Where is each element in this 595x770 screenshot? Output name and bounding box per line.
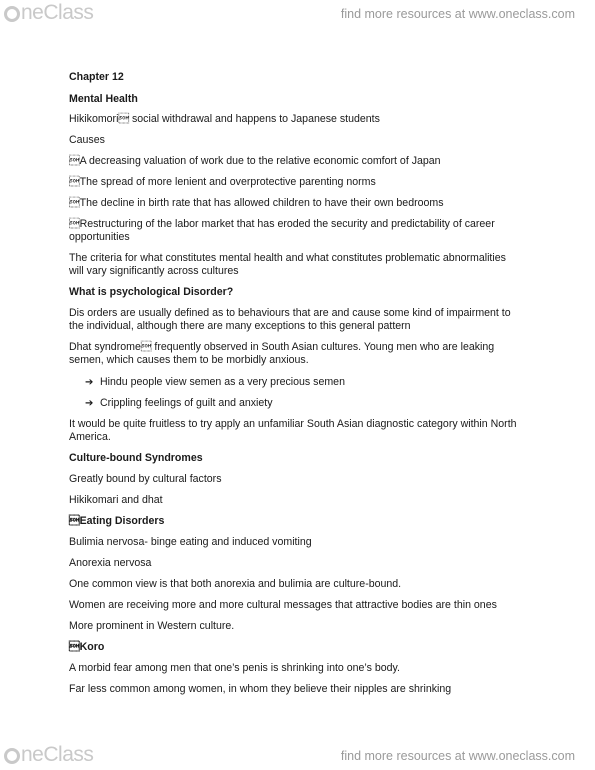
logo-text: neClass — [21, 1, 94, 24]
list-item-text: Crippling feelings of guilt and anxiety — [100, 397, 273, 409]
label-causes: Causes — [69, 134, 105, 146]
logo-text: neClass — [21, 743, 94, 766]
para-women: Women are receiving more and more cultural messages that attractive bodies are thin ones — [69, 599, 497, 611]
right-arrow-icon: ➔ — [85, 398, 94, 409]
para-greatly: Greatly bound by cultural factors — [69, 473, 222, 485]
para-dhat-cont: semen, which causes them to be morbidly anxious. — [69, 354, 309, 366]
para-disorders-cont: the individual, although there are many exceptions to this general pattern — [69, 320, 411, 332]
heading-mental-health: Mental Health — [69, 93, 138, 105]
para-dhat: Dhat syndrome frequently observed in South Asian cultures. Young men who are leaking — [69, 341, 495, 353]
para-common-view: One common view is that both anorexia and bulimia are culture-bound. — [69, 578, 402, 590]
cause-item: The spread of more lenient and overprotective parenting norms — [69, 176, 376, 188]
heading-psych-disorder: What is psychological Disorder? — [69, 286, 234, 298]
oneclass-logo-icon — [4, 748, 20, 764]
para-bulimia: Bulimia nervosa- binge eating and induced vomiting — [69, 536, 312, 548]
oneclass-logo[interactable] — [4, 743, 93, 767]
cause-item: Restructuring of the labor market that has eroded the security and predictability of career — [69, 218, 495, 230]
para-morbid: A morbid fear among men that one’s penis is shrinking into one’s body. — [69, 662, 400, 674]
para-disorders: Dis orders are usually defined as to behaviours that are and cause some kind of impairment to — [69, 307, 511, 319]
para-fruitless-cont: America. — [69, 431, 111, 443]
heading-culture-bound: Culture-bound Syndromes — [69, 452, 203, 464]
heading-koro: Koro — [69, 641, 105, 653]
para-fruitless: It would be quite fruitless to try apply an unfamiliar South Asian diagnostic category within North — [69, 418, 517, 430]
cause-item-cont: opportunities — [69, 231, 130, 243]
list-item-text: Hindu people view semen as a very precious semen — [100, 376, 345, 388]
header-tagline[interactable]: find more resources at www.oneclass.com — [340, 7, 575, 21]
para-anorexia: Anorexia nervosa — [69, 557, 152, 569]
footer-bar — [0, 742, 595, 770]
header-bar — [0, 0, 595, 28]
heading-eating-disorders: Eating Disorders — [69, 515, 165, 527]
para-hikikomori: Hikikomori social withdrawal and happens to Japanese students — [69, 113, 380, 125]
right-arrow-icon: ➔ — [85, 377, 94, 388]
list-item — [85, 376, 585, 390]
list-item — [85, 397, 585, 411]
oneclass-logo-icon — [4, 6, 20, 22]
para-far-less: Far less common among women, in whom they believe their nipples are shrinking — [69, 683, 452, 695]
para-criteria-cont: will vary significantly across cultures — [69, 265, 239, 277]
oneclass-logo[interactable] — [4, 1, 93, 25]
chapter-title: Chapter 12 — [69, 71, 124, 83]
para-prominent: More prominent in Western culture. — [69, 620, 235, 632]
footer-tagline[interactable]: find more resources at www.oneclass.com — [340, 749, 575, 763]
para-hikikomari: Hikikomari and dhat — [69, 494, 163, 506]
para-criteria: The criteria for what constitutes mental health and what constitutes problematic abnormalities — [69, 252, 506, 264]
cause-item: A decreasing valuation of work due to the relative economic comfort of Japan — [69, 155, 441, 167]
cause-item: The decline in birth rate that has allowed children to have their own bedrooms — [69, 197, 444, 209]
